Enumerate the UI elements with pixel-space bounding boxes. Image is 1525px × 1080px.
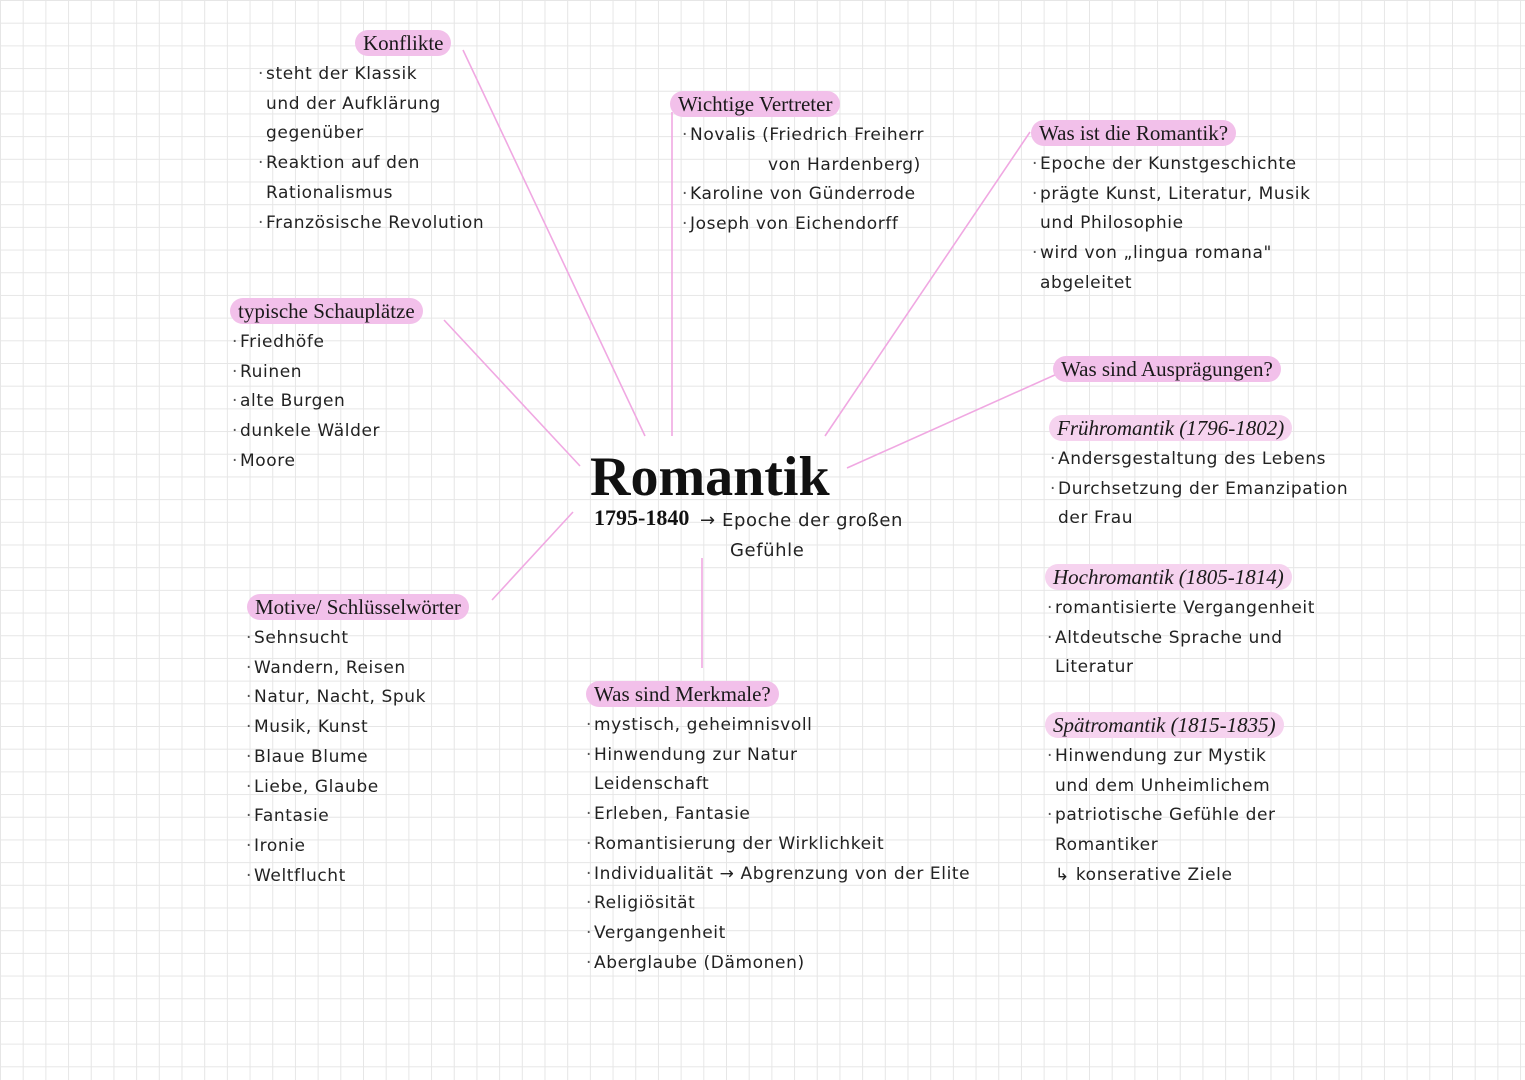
list-item: · wird von „lingua romana" (1032, 239, 1311, 269)
branch-heading: Was ist die Romantik? (1031, 120, 1236, 146)
list-item: · Sehnsucht (246, 624, 426, 654)
list-item: · alte Burgen (232, 387, 380, 417)
list-item: · Moore (232, 447, 380, 477)
connector-auspraegungen (847, 374, 1057, 468)
list-item: · Wandern, Reisen (246, 654, 426, 684)
branch-heading: Was sind Ausprägungen? (1053, 356, 1281, 382)
vertreter-list (682, 117, 924, 240)
list-item: Romantiker (1055, 835, 1159, 856)
list-item: · Durchsetzung der Emanzipation (1050, 475, 1348, 505)
list-item: · Fantasie (246, 802, 426, 832)
list-item: · Vergangenheit (586, 919, 970, 949)
list-item: Literatur (1055, 657, 1134, 678)
list-item: · steht der Klassik (258, 60, 484, 90)
list-item: · Weltflucht (246, 862, 426, 892)
branch-auspraegungen (1053, 356, 1281, 382)
list-item: und der Aufklärung (266, 93, 441, 114)
merkmale-list (586, 707, 970, 978)
list-item: · Friedhöfe (232, 328, 380, 358)
list-item: · Musik, Kunst (246, 713, 426, 743)
list-item: · Französische Revolution (258, 209, 484, 239)
list-item: · Andersgestaltung des Lebens (1050, 445, 1348, 475)
list-item: · Karoline von Günderrode (682, 180, 924, 210)
subbranch-heading: Hochromantik (1805-1814) (1045, 564, 1292, 590)
branch-motive (247, 594, 469, 620)
list-item: · Reaktion auf den (258, 149, 484, 179)
list-item: · prägte Kunst, Literatur, Musik (1032, 180, 1311, 210)
spaetromantik-list (1047, 738, 1276, 891)
list-item: und Philosophie (1040, 213, 1184, 234)
hochromantik-list (1047, 590, 1315, 683)
subbranch-spaetromantik (1045, 712, 1284, 738)
branch-heading: Motive/ Schlüsselwörter (247, 594, 469, 620)
subbranch-hochromantik (1045, 564, 1292, 590)
list-item: · dunkele Wälder (232, 417, 380, 447)
list-item: · Novalis (Friedrich Freiherr (682, 121, 924, 151)
connector-konflikte (463, 50, 645, 436)
list-item: · Ironie (246, 832, 426, 862)
fruehromantik-list (1050, 441, 1348, 534)
list-item: und dem Unheimlichem (1055, 775, 1271, 796)
description-line: Gefühle (730, 540, 805, 561)
motive-list (246, 620, 426, 891)
central-topic-title: Romantik (590, 446, 830, 508)
connector-motive (492, 512, 573, 600)
central-topic-description (700, 506, 903, 566)
list-item: · romantisierte Vergangenheit (1047, 594, 1315, 624)
list-item: · Natur, Nacht, Spuk (246, 683, 426, 713)
list-item: Leidenschaft (594, 774, 710, 795)
list-item: · Epoche der Kunstgeschichte (1032, 150, 1311, 180)
list-item: · Ruinen (232, 358, 380, 388)
central-topic-years: 1795-1840 (594, 505, 690, 530)
list-item: · Joseph von Eichendorff (682, 210, 924, 240)
list-item: von Hardenberg) (768, 154, 921, 175)
list-item: · Romantisierung der Wirklichkeit (586, 830, 970, 860)
list-item: Rationalismus (266, 182, 394, 203)
list-item: · Altdeutsche Sprache und (1047, 624, 1315, 654)
list-item: · Aberglaube (Dämonen) (586, 949, 970, 979)
subbranch-heading: Spätromantik (1815-1835) (1045, 712, 1284, 738)
list-item: · Liebe, Glaube (246, 773, 426, 803)
branch-heading: Konflikte (355, 30, 451, 56)
list-item: ↳ konserative Ziele (1055, 864, 1233, 885)
list-item: gegenüber (266, 123, 364, 144)
branch-konflikte (355, 30, 451, 56)
list-item: · Hinwendung zur Natur (586, 741, 970, 771)
romantik-was-list (1032, 146, 1311, 299)
schauplaetze-list (232, 324, 380, 477)
konflikte-list (258, 56, 484, 238)
subbranch-fruehromantik (1049, 415, 1292, 441)
subbranch-heading: Frühromantik (1796-1802) (1049, 415, 1292, 441)
branch-vertreter (670, 91, 840, 117)
branch-heading: Was sind Merkmale? (586, 681, 779, 707)
list-item: abgeleitet (1040, 272, 1133, 293)
branch-schauplaetze (230, 298, 423, 324)
branch-heading: typische Schauplätze (230, 298, 423, 324)
list-item: · Erleben, Fantasie (586, 800, 970, 830)
list-item: · Religiösität (586, 889, 970, 919)
list-item: · Hinwendung zur Mystik (1047, 742, 1276, 772)
description-line: → Epoche der großen (700, 510, 904, 531)
branch-heading: Wichtige Vertreter (670, 91, 840, 117)
list-item: der Frau (1058, 508, 1134, 529)
connector-schauplaetze (444, 320, 580, 466)
list-item: · patriotische Gefühle der (1047, 801, 1276, 831)
list-item: · mystisch, geheimnisvoll (586, 711, 970, 741)
list-item: · Blaue Blume (246, 743, 426, 773)
branch-was-ist-romantik (1031, 120, 1236, 146)
branch-merkmale (586, 681, 779, 707)
list-item: · Individualität → Abgrenzung von der Elite (586, 860, 970, 890)
